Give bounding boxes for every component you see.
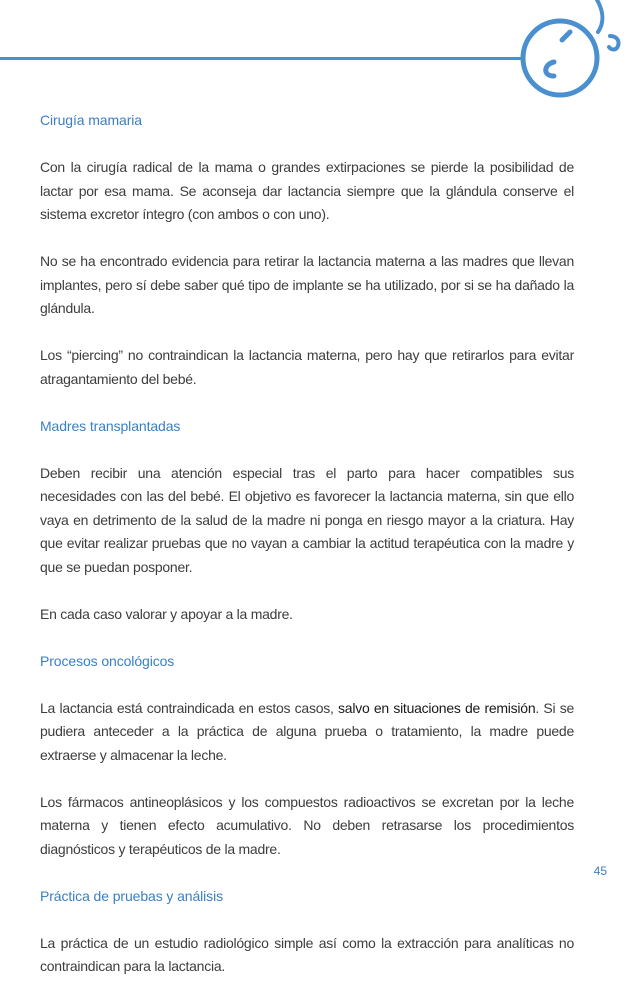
section-heading-cirugia: Cirugía mamaria: [40, 112, 142, 128]
paragraph: Deben recibir una atención especial tras el parto para hacer compatibles sus necesidades con las del bebé. El objetivo es favorecer la lactancia materna, sin que ello vaya en detrimento de la salud de la madre ni ponga en riesgo mayor a la criatura. Hay que evitar realizar pruebas que no vayan a cambiar la actitud terapéutica con la madre y que se puedan posponer.: [40, 464, 574, 575]
paragraph: Los fármacos antineoplásicos y los compuestos radioactivos se excretan por la leche materna y tienen efecto acumulativo. No deben retrasarse los procedimientos diagnósticos y terapéuticos de la madre.: [40, 793, 574, 857]
section-heading-pruebas: Práctica de pruebas y análisis: [40, 887, 223, 904]
page-number: 45: [593, 864, 607, 878]
paragraph: Los “piercing” no contraindican la lactancia materna, pero hay que retirarlos para evitar atragantamiento del bebé.: [40, 347, 574, 387]
paragraph: [40, 697, 574, 768]
paragraph: Con la cirugía radical de la mama o grandes extirpaciones se pierde la posibilidad de lactar por esa mama. Se aconseja dar lactancia siempre que la glándula conserve el sistema excretor íntegro (con ambos o con uno).: [40, 159, 574, 222]
paragraph: La práctica de un estudio radiológico simple así como la extracción para analíticas no contraindican para la lactancia.: [40, 934, 574, 974]
header-rule: [0, 57, 560, 60]
paragraph-text: La lactancia está contraindicada en estos casos,: [40, 699, 339, 716]
paragraph: En cada caso valorar y apoyar a la madre.: [40, 605, 293, 622]
page-body: [40, 109, 574, 1002]
emphasis-text: salvo en situaciones de remisión: [338, 699, 536, 716]
paragraph-text: . Si se pudiera anteceder a la práctica de alguna prueba o tratamiento, la madre puede extraerse y almacenar la leche.: [40, 699, 575, 763]
section-heading-oncologicos: Procesos oncológicos: [40, 652, 175, 669]
paragraph: No se ha encontrado evidencia para retirar la lactancia materna a las madres que llevan implantes, pero sí debe saber qué tipo de implante se ha utilizado, por si se ha dañado la glándula.: [40, 253, 574, 316]
section-heading-transplantadas: Madres transplantadas: [40, 417, 181, 434]
smiling-face-icon: [510, 0, 638, 110]
